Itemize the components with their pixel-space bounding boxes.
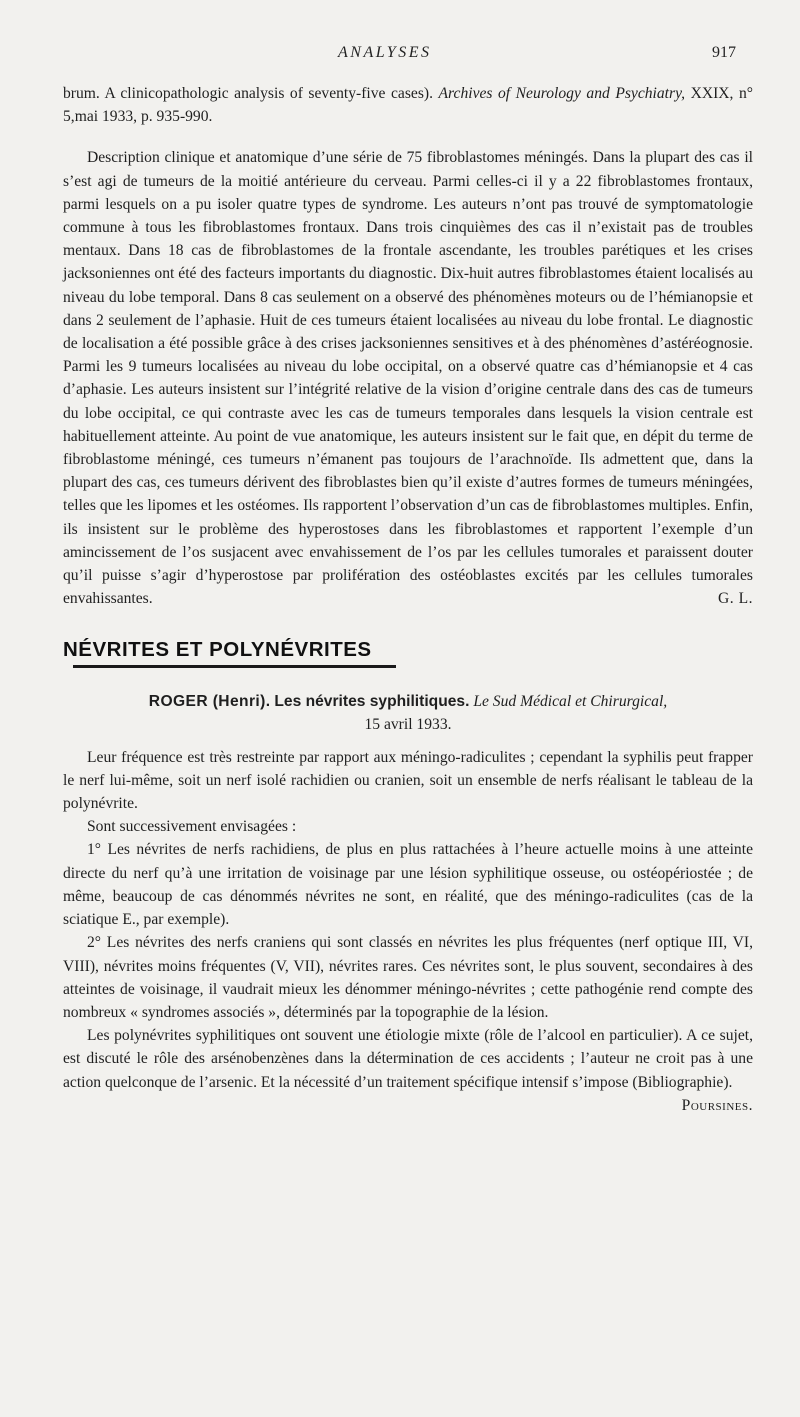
article1-body-text: Description clinique et anatomique d’une série de 75 fibroblastomes méningés. Dans la plupart des cas il s’est agi de tumeurs de la moitié antérieure du cerveau. Parmi celles-ci il y a 22 fibroblastomes frontaux, parmi lesquels on a pu isoler quatre types de syndrome. Les auteurs n’ont pas trouvé de symptomatologie commune à tous les fibroblastomes frontaux. Dans trois cinquièmes des cas il n’existait pas de troubles mentaux. Dans 18 cas de fibroblastomes de la frontale ascendante, les troubles parétiques et les crises jacksoniennes ont été des facteurs importants du diagnostic. Dix-huit autres fibroblastomes étaient localisés au niveau du lobe temporal. Dans 8 cas seulement on a observé des phénomènes moteurs ou de l’hémianopsie et dans 2 seulement de l’aphasie. Huit de ces tumeurs étaient localisées au niveau du lobe frontal. Le diagnostic de localisation a été possible grâce à des crises jacksoniennes sensitives et à des phénomènes d’astéréognosie. Parmi les 9 tumeurs localisées au niveau du lobe occipital, on a observé quatre cas d’hémianopsie et 4 cas d’aphasie. Les auteurs insistent sur l’intégrité relative de la vision d’origine centrale dans des cas de tumeurs du lobe occipital, ce qui contraste avec les cas de tumeurs temporales dans lesquels la vision centrale est habituellement atteinte. Au point de vue anatomique, les auteurs insistent sur le fait que, en dépit du terme de fibroblastome méningé, ces tumeurs n’émanent pas toujours de l’arachnoïde. Ils admettent que, dans la plupart des cas, ces tumeurs dérivent des fibroblastes bien qu’il existe d’autres formes de tumeurs méningées, telles que les lipomes et les ostéomes. Ils rapportent l’observation d’un cas de fibroblastomes multiples. Enfin, ils insistent sur le problème des hyperostoses dans les fibroblastomes et rapportent l’exemple d’un amincissement de l’os susjacent avec envahissement de l’os par les cellules tumorales et paraissent douter qu’il puisse s’agir d’hyperostose par prolifération des ostéoblastes excités par les cellules tumorales envahissantes.	[63, 149, 753, 608]
article1-ref-start: brum. A clinicopathologic analysis of seventy-five cases).	[63, 85, 433, 102]
article2-title: Les névrites syphilitiques.	[274, 692, 470, 710]
running-header	[0, 44, 800, 70]
running-title: ANALYSES	[338, 44, 432, 61]
page-number: 917	[712, 44, 736, 61]
article2-para4: 2° Les névrites des nerfs craniens qui sont classés en névrites les plus fréquentes (nerf optique III, VI, VIII), névrites moins fréquentes (V, VII), névrites rares. Ces névrites sont, le plus souvent, secondaires à des atteintes de voisinage, il vaudrait mieux les dénommer méningo-névrites ; cette pathogénie rend compte des nombreux « syndromes associés », déterminés par la topographie de la lésion.	[63, 934, 753, 1021]
article1-ref-rest: XXIX, n° 5,mai 1933, p. 935-990.	[63, 85, 753, 126]
article1-signature: G. L.	[718, 590, 753, 608]
spacer	[63, 736, 753, 746]
article2-para5-text: Les polynévrites syphilitiques ont souvent une étiologie mixte (rôle de l’alcool en particulier). A ce sujet, est discuté le rôle des arsénobenzènes dans la détermination de ces accidents ; l’auteur ne croit pas à une action quelconque de l’arsenic. Et la nécessité d’un traitement spécifique intensif s’impose (Bibliographie).	[63, 1027, 753, 1091]
article2-reference	[63, 690, 753, 736]
section-rule	[73, 665, 396, 668]
article2-author: ROGER (Henri).	[148, 692, 271, 710]
article2-signature: Poursines.	[681, 1096, 753, 1114]
article2-para1: Leur fréquence est très restreinte par rapport aux méningo-radiculites ; cependant la syphilis peut frapper le nerf lui-même, soit un nerf isolé rachidien ou cranien, soit un ensemble de nerfs réalisant le tableau de la polynévrite.	[63, 748, 753, 813]
article2-para2: Sont successivement envisagées :	[87, 818, 297, 836]
section-heading: NÉVRITES ET POLYNÉVRITES	[63, 638, 372, 662]
article2-para5	[63, 1024, 753, 1114]
spacer	[63, 128, 753, 146]
page-body	[63, 82, 753, 1117]
article2-journal: Le Sud Médical et Chirurgical,	[473, 692, 668, 710]
article1-body	[63, 146, 753, 610]
article2-date: 15 avril 1933.	[364, 715, 452, 733]
article2-para3: 1° Les névrites de nerfs rachidiens, de plus en plus rattachées à l’heure actuelle moins à une atteinte directe du nerf qu’à une irritation de voisinage par une lésion syphilitique osseuse, ou ostéopériostée ; de même, beaucoup de cas dénommés névrites ne sont, en réalité, que des méningo-radiculites (cas de la sciatique E., par exemple).	[63, 841, 753, 929]
article1-reference	[63, 82, 753, 128]
article1-journal: Archives of Neurology and Psychiatry,	[438, 85, 686, 102]
